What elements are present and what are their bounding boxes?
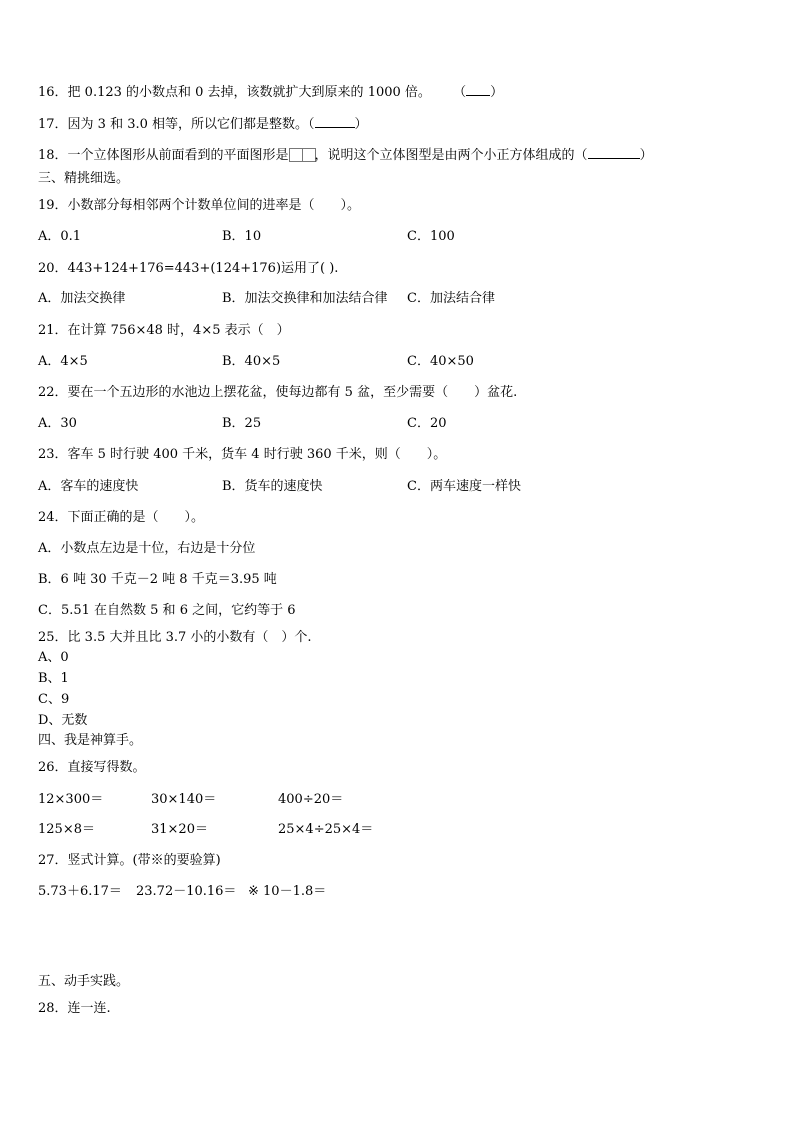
question-20-stem: 20．443+124+176=443+(124+176)运用了( ). [38, 261, 339, 276]
q19-option-c[interactable]: C．100 [407, 229, 455, 244]
q20-option-b[interactable]: B．加法交换律和加法结合律 [222, 291, 388, 306]
question-18 [38, 146, 653, 167]
q20-option-c[interactable]: C．加法结合律 [407, 291, 495, 306]
question-25-stem: 25．比 3.5 大并且比 3.7 小的小数有（ ）个. [38, 630, 312, 645]
q16-open: （ [453, 85, 467, 100]
q26-item-6: 25×4÷25×4＝ [278, 822, 374, 837]
section-5-heading: 五、动手实践。 [38, 974, 130, 989]
q17-answer-blank[interactable] [315, 115, 355, 128]
q26-item-3: 400÷20＝ [278, 792, 344, 807]
q27-item-3: ※ 10－1.8＝ [248, 884, 327, 899]
q25-option-b[interactable]: B、1 [38, 671, 69, 686]
question-19-stem: 19．小数部分每相邻两个计数单位间的进率是（ ）。 [38, 198, 361, 213]
q16-text: 16．把 0.123 的小数点和 0 去掉，该数就扩大到原来的 1000 倍。 [38, 85, 431, 100]
q23-option-c[interactable]: C．两车速度一样快 [407, 479, 521, 494]
q23-option-a[interactable]: A．客车的速度快 [38, 479, 139, 494]
q26-item-5: 31×20＝ [151, 822, 208, 837]
question-16 [38, 83, 503, 101]
q18-after: ，说明这个立体图型是由两个小正方体组成的（ [314, 148, 588, 163]
q17-close: ） [354, 117, 368, 132]
q25-option-d[interactable]: D、无数 [38, 713, 88, 728]
q16-answer-blank[interactable] [466, 83, 490, 96]
q19-option-a[interactable]: A．0.1 [38, 229, 82, 244]
q25-option-a[interactable]: A、0 [38, 650, 69, 665]
q22-option-a[interactable]: A．30 [38, 416, 77, 431]
section-3-heading: 三、精挑细选。 [38, 171, 130, 186]
question-24-stem: 24．下面正确的是（ ）。 [38, 510, 205, 525]
q26-item-2: 30×140＝ [151, 792, 217, 807]
q22-option-c[interactable]: C．20 [407, 416, 447, 431]
question-28-stem: 28．连一连. [38, 1001, 111, 1016]
q24-option-a[interactable]: A．小数点左边是十位，右边是十分位 [38, 541, 256, 556]
q19-option-b[interactable]: B．10 [222, 229, 262, 244]
q21-option-a[interactable]: A．4×5 [38, 354, 88, 369]
q22-option-b[interactable]: B．25 [222, 416, 262, 431]
q18-answer-blank[interactable] [588, 146, 640, 159]
section-4-heading: 四、我是神算手。 [38, 733, 143, 748]
q24-option-b[interactable]: B．6 吨 30 千克－2 吨 8 千克＝3.95 吨 [38, 572, 277, 587]
question-22-stem: 22．要在一个五边形的水池边上摆花盆，使每边都有 5 盆，至少需要（ ）盆花. [38, 385, 518, 400]
q18-before: 18．一个立体图形从前面看到的平面图形是 [38, 148, 289, 163]
two-squares-figure [289, 148, 315, 167]
q21-option-b[interactable]: B．40×5 [222, 354, 281, 369]
q20-option-a[interactable]: A．加法交换律 [38, 291, 126, 306]
q27-item-2: 23.72－10.16＝ [136, 884, 237, 899]
q21-option-c[interactable]: C．40×50 [407, 354, 474, 369]
question-27-stem: 27．竖式计算。(带※的要验算) [38, 853, 221, 868]
q23-option-b[interactable]: B．货车的速度快 [222, 479, 323, 494]
question-21-stem: 21．在计算 756×48 时，4×5 表示（ ） [38, 323, 290, 338]
q18-close: ） [639, 148, 653, 163]
q26-item-1: 12×300＝ [38, 792, 104, 807]
q17-text: 17．因为 3 和 3.0 相等，所以它们都是整数。（ [38, 117, 315, 132]
q26-item-4: 125×8＝ [38, 822, 95, 837]
q27-item-1: 5.73＋6.17＝ [38, 884, 122, 899]
q16-close: ） [490, 85, 504, 100]
question-23-stem: 23．客车 5 时行驶 400 千米，货车 4 时行驶 360 千米，则（ ）。 [38, 447, 447, 462]
q24-option-c[interactable]: C．5.51 在自然数 5 和 6 之间，它约等于 6 [38, 603, 296, 618]
q25-option-c[interactable]: C、9 [38, 692, 70, 707]
question-17 [38, 115, 368, 133]
question-26-stem: 26．直接写得数。 [38, 760, 146, 775]
